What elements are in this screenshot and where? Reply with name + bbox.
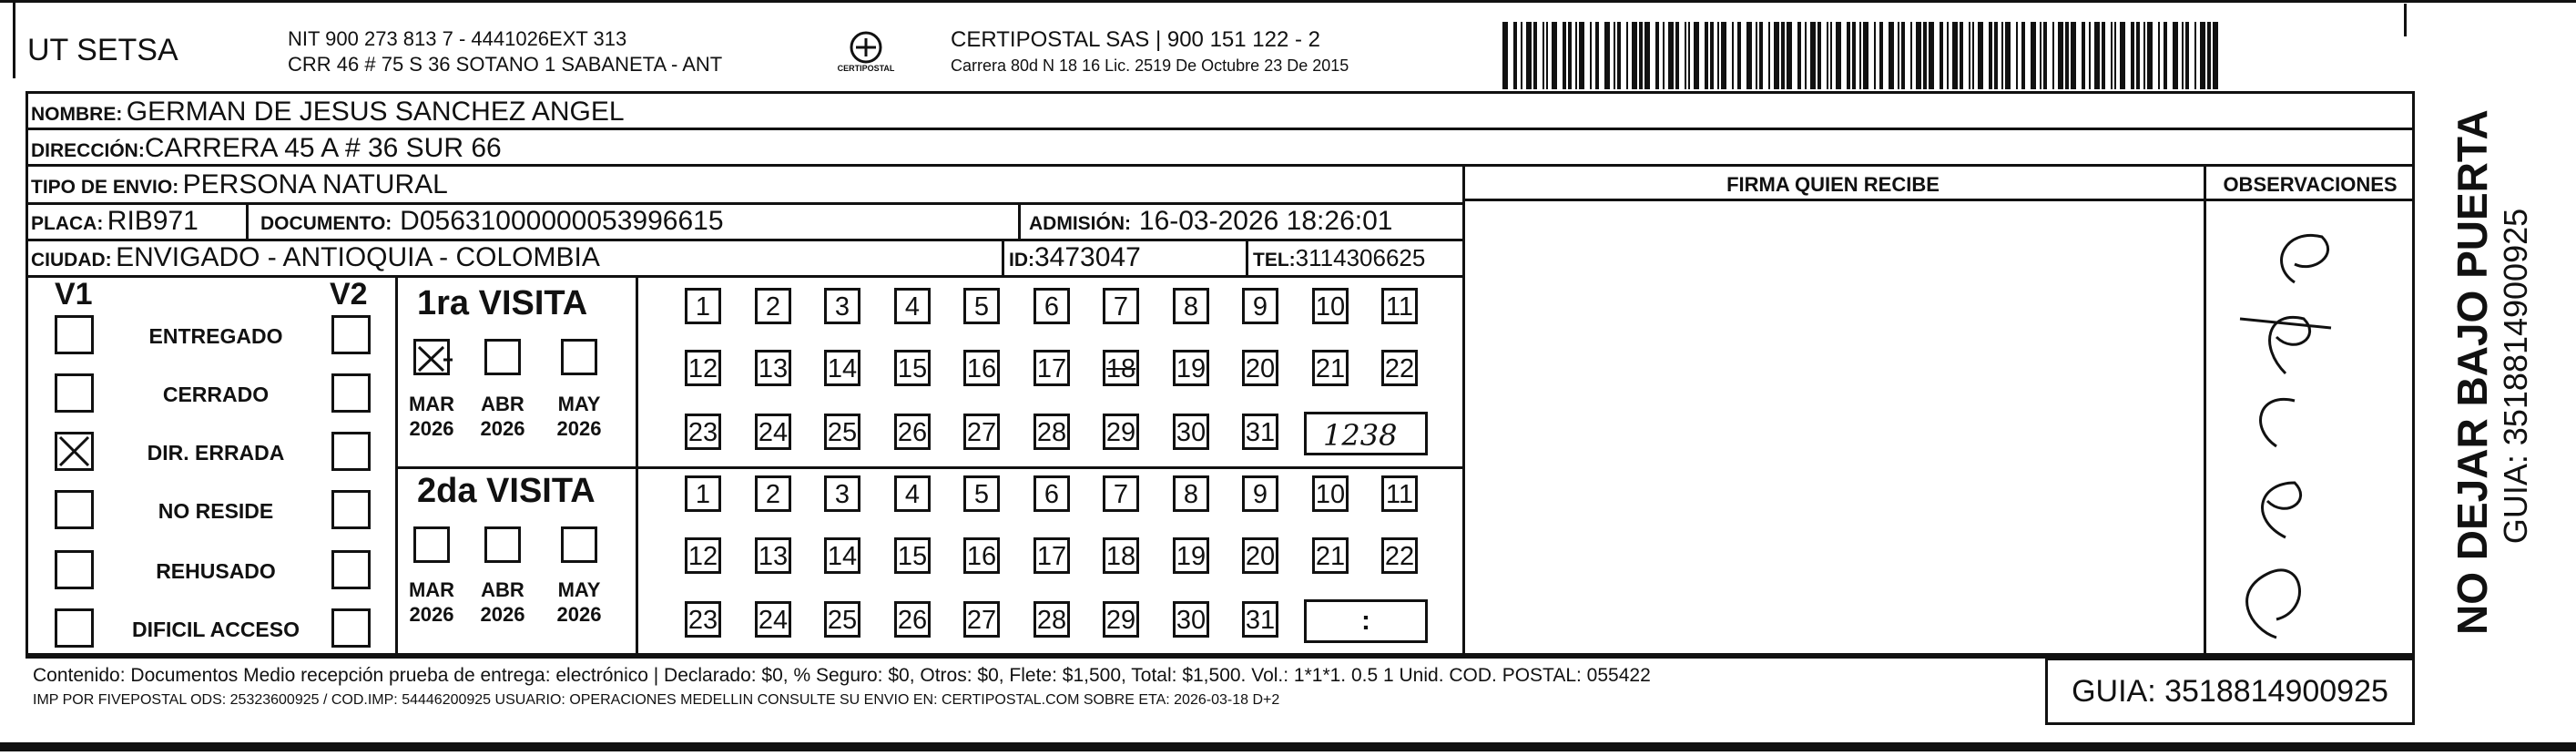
barcode-bar xyxy=(1756,22,1757,89)
day-box[interactable]: 24 xyxy=(755,414,791,450)
address-line: CRR 46 # 75 S 36 SOTANO 1 SABANETA - ANT xyxy=(288,53,723,76)
barcode-bar xyxy=(2016,22,2018,89)
tipo-value: PERSONA NATURAL xyxy=(182,169,448,199)
v1-checkbox[interactable] xyxy=(55,373,94,413)
day-box[interactable]: 19 xyxy=(1173,537,1209,574)
day-box[interactable]: 14 xyxy=(824,350,860,386)
barcode-bar xyxy=(1978,22,1983,89)
barcode-bar xyxy=(2094,22,2100,89)
day-box[interactable]: 8 xyxy=(1173,288,1209,324)
month-label: MAR xyxy=(408,393,455,415)
barcode-bar xyxy=(2194,22,2196,89)
day-box[interactable]: 27 xyxy=(963,414,1000,450)
barcode-bar xyxy=(1732,22,1734,89)
barcode-bar xyxy=(2082,22,2085,89)
day-box[interactable]: 20 xyxy=(1242,350,1278,386)
v1-checkbox[interactable] xyxy=(55,432,94,471)
logo-text: CERTIPOSTAL xyxy=(837,64,895,73)
barcode xyxy=(1502,22,2226,89)
footer-line1: Contenido: Documentos Medio recepción prueba de entrega: electrónico | Declarado: $0, % Seguro: $0, Otros: $0, Flete: $1,500, Total: $1,500. Vol.: 1*1*1. 0.5 1 Unid. COD. POSTAL: 055422 xyxy=(33,665,1651,686)
barcode-bar xyxy=(1940,22,1943,89)
year-label: 2026 xyxy=(556,603,602,626)
carrier-logo xyxy=(834,27,898,78)
signature-icon xyxy=(2213,209,2349,647)
day-box[interactable]: 12 xyxy=(685,537,721,574)
first-visit-time-value: 1238 xyxy=(1323,418,1398,453)
barcode-bar xyxy=(2005,22,2011,89)
day-box[interactable]: 17 xyxy=(1033,350,1070,386)
side-guia-text: GUIA: 3518814900925 xyxy=(2497,208,2534,545)
company-name: UT SETSA xyxy=(27,33,178,67)
barcode-bar xyxy=(2043,22,2047,89)
barcode-bar xyxy=(1717,22,1719,89)
day-box[interactable]: 12 xyxy=(685,350,721,386)
year-label: 2026 xyxy=(409,603,454,626)
barcode-bar xyxy=(1590,22,1592,89)
day-box[interactable]: 10 xyxy=(1312,475,1349,512)
barcode-bar xyxy=(1668,22,1674,89)
day-box[interactable]: 11 xyxy=(1381,288,1418,324)
barcode-bar xyxy=(1737,22,1741,89)
day-box[interactable]: 30 xyxy=(1173,601,1209,638)
day-box[interactable]: 2 xyxy=(755,288,791,324)
barcode-icon xyxy=(1502,22,2226,89)
day-box[interactable]: 30 xyxy=(1173,414,1209,450)
day-box[interactable]: 2 xyxy=(755,475,791,512)
row-line xyxy=(25,128,2415,130)
barcode-bar xyxy=(1552,22,1557,89)
barcode-bar xyxy=(1685,22,1686,89)
tel-value: 3114306625 xyxy=(1295,244,1426,271)
day-box[interactable]: 21 xyxy=(1312,537,1349,574)
day-box[interactable]: 18 xyxy=(1103,537,1139,574)
barcode-bar xyxy=(1889,22,1894,89)
admision-value: 16-03-2026 18:26:01 xyxy=(1138,206,1393,236)
id-label: ID:3473047 xyxy=(1009,242,1141,272)
barcode-bar xyxy=(1972,22,1974,89)
barcode-bar xyxy=(1595,22,1599,89)
month-label: ABR xyxy=(481,578,524,601)
month-label: MAR xyxy=(408,578,455,601)
ciudad-value: ENVIGADO - ANTIOQUIA - COLOMBIA xyxy=(116,242,600,272)
firma-label: FIRMA QUIEN RECIBE xyxy=(1726,173,1940,196)
barcode-bar xyxy=(1969,22,1970,89)
barcode-bar xyxy=(1655,22,1659,89)
barcode-bar xyxy=(1626,22,1628,89)
status-label: ENTREGADO xyxy=(148,324,283,348)
v2-checkbox[interactable] xyxy=(331,550,371,589)
day-box[interactable]: 26 xyxy=(894,414,931,450)
barcode-bar xyxy=(2102,22,2105,89)
carrier-line: CERTIPOSTAL SAS | 900 151 122 - 2 xyxy=(951,27,1320,52)
day-box[interactable]: 19 xyxy=(1173,350,1209,386)
barcode-bar xyxy=(1688,22,1690,89)
barcode-bar xyxy=(1579,22,1584,89)
day-box[interactable]: 1 xyxy=(685,288,721,324)
v2-checkbox[interactable] xyxy=(331,432,371,471)
barcode-bar xyxy=(1830,22,1832,89)
placa-value: RIB971 xyxy=(107,206,199,236)
first-visit-title: 1ra VISITA xyxy=(417,284,588,322)
barcode-bar xyxy=(2164,22,2167,89)
day-box[interactable]: 28 xyxy=(1033,414,1070,450)
year-label: 2026 xyxy=(556,417,602,440)
barcode-bar xyxy=(1575,22,1577,89)
day-box[interactable]: 27 xyxy=(963,601,1000,638)
barcode-bar xyxy=(2052,22,2054,89)
footer-line2: IMP POR FIVEPOSTAL ODS: 25323600925 / COD.IMP: 54446200925 USUARIO: OPERACIONES MEDELLIN CONSULTE SU ENVIO EN: CERTIPOSTAL.COM SOBRE ETA: 2026-03-18 D+2 xyxy=(33,692,1280,708)
top-border xyxy=(0,0,2576,3)
barcode-bar xyxy=(1644,22,1650,89)
barcode-bar xyxy=(2001,22,2003,89)
barcode-bar xyxy=(1910,22,1912,89)
col-line xyxy=(2204,164,2206,656)
row-line xyxy=(1462,199,2415,201)
ciudad-label: CIUDAD: ENVIGADO - ANTIOQUIA - COLOMBIA xyxy=(31,242,600,272)
v2-label: V2 xyxy=(330,277,368,312)
day-box[interactable]: 18 xyxy=(1103,350,1139,386)
signature-scribble xyxy=(2213,209,2349,647)
barcode-bar xyxy=(1859,22,1861,89)
v1-checkbox[interactable] xyxy=(55,550,94,589)
v1-checkbox[interactable] xyxy=(55,315,94,354)
day-box[interactable]: 22 xyxy=(1381,350,1418,386)
right-tick xyxy=(2404,4,2407,36)
row-line xyxy=(395,466,1464,469)
tipo-label: TIPO DE ENVIO: PERSONA NATURAL xyxy=(31,169,448,199)
day-box[interactable]: 31 xyxy=(1242,601,1278,638)
v1-checkbox[interactable] xyxy=(55,490,94,529)
second-visit-time-value: : xyxy=(1361,606,1370,636)
day-box[interactable]: 28 xyxy=(1033,601,1070,638)
v1-label: V1 xyxy=(55,277,93,312)
barcode-bar xyxy=(1994,22,1998,89)
row-line xyxy=(25,164,2415,167)
day-box[interactable]: 25 xyxy=(824,414,860,450)
barcode-bar xyxy=(1874,22,1876,89)
barcode-bar xyxy=(1947,22,1949,89)
status-label: CERRADO xyxy=(162,383,270,406)
day-box[interactable]: 4 xyxy=(894,475,931,512)
barcode-bar xyxy=(1952,22,1958,89)
side-text xyxy=(2422,109,2534,638)
id-value: 3473047 xyxy=(1034,242,1141,272)
barcode-bar xyxy=(1759,22,1763,89)
barcode-bar xyxy=(1787,22,1792,89)
v2-checkbox[interactable] xyxy=(331,373,371,413)
barcode-bar xyxy=(2207,22,2211,89)
month-checkbox[interactable] xyxy=(561,339,597,375)
check-mark-icon xyxy=(57,434,91,468)
barcode-bar xyxy=(2111,22,2113,89)
day-box[interactable]: 8 xyxy=(1173,475,1209,512)
barcode-bar xyxy=(2200,22,2205,89)
day-box[interactable]: 11 xyxy=(1381,475,1418,512)
barcode-bar xyxy=(1721,22,1726,89)
barcode-bar xyxy=(2182,22,2184,89)
barcode-bar xyxy=(1694,22,1699,89)
day-box[interactable]: 29 xyxy=(1103,414,1139,450)
col-line xyxy=(246,202,249,239)
admision-label: ADMISIÓN: 16-03-2026 18:26:01 xyxy=(1029,206,1393,236)
barcode-bar xyxy=(2040,22,2041,89)
barcode-bar xyxy=(2120,22,2125,89)
barcode-bar xyxy=(1533,22,1537,89)
day-box[interactable]: 10 xyxy=(1312,288,1349,324)
barcode-bar xyxy=(1923,22,1927,89)
col-line xyxy=(636,275,638,656)
barcode-bar xyxy=(1774,22,1779,89)
barcode-bar xyxy=(1847,22,1850,89)
month-label: MAY xyxy=(557,393,601,415)
day-box[interactable]: 20 xyxy=(1242,537,1278,574)
barcode-bar xyxy=(1960,22,1963,89)
second-visit-time xyxy=(1304,599,1428,643)
v2-checkbox[interactable] xyxy=(331,490,371,529)
col-line xyxy=(1246,239,1248,275)
status-label: DIFICIL ACCESO xyxy=(131,618,300,641)
day-box[interactable]: 6 xyxy=(1033,475,1070,512)
tel-label: TEL:3114306625 xyxy=(1253,244,1426,271)
barcode-bar xyxy=(1863,22,1868,89)
documento-label: DOCUMENTO: D05631000000053996615 xyxy=(260,206,724,236)
day-box[interactable]: 6 xyxy=(1033,288,1070,324)
license-line: Carrera 80d N 18 16 Lic. 2519 De Octubre 23 De 2015 xyxy=(951,56,1349,75)
barcode-bar xyxy=(1614,22,1615,89)
barcode-bar xyxy=(2065,22,2069,89)
day-box[interactable]: 16 xyxy=(963,537,1000,574)
barcode-bar xyxy=(1543,22,1544,89)
barcode-bar xyxy=(2213,22,2218,89)
day-box[interactable]: 7 xyxy=(1103,475,1139,512)
barcode-bar xyxy=(2071,22,2076,89)
v2-checkbox[interactable] xyxy=(331,608,371,648)
barcode-bar xyxy=(1810,22,1816,89)
day-box[interactable]: 29 xyxy=(1103,601,1139,638)
nombre-label: NOMBRE: GERMAN DE JESUS SANCHEZ ANGEL xyxy=(31,97,625,127)
day-box[interactable]: 13 xyxy=(755,350,791,386)
barcode-bar xyxy=(1898,22,1899,89)
nit-line: NIT 900 273 813 7 - 4441026EXT 313 xyxy=(288,27,627,50)
barcode-bar xyxy=(1827,22,1828,89)
day-box[interactable]: 3 xyxy=(824,288,860,324)
year-label: 2026 xyxy=(480,417,525,440)
guia-box-text: GUIA: 3518814900925 xyxy=(2072,674,2388,709)
barcode-bar xyxy=(1604,22,1610,89)
day-box[interactable]: 1 xyxy=(685,475,721,512)
barcode-bar xyxy=(1563,22,1566,89)
barcode-bar xyxy=(2136,22,2140,89)
barcode-bar xyxy=(1852,22,1856,89)
day-box[interactable]: 25 xyxy=(824,601,860,638)
barcode-bar xyxy=(1768,22,1770,89)
barcode-bar xyxy=(2147,22,2153,89)
barcode-bar xyxy=(2021,22,2025,89)
barcode-bar xyxy=(1639,22,1643,89)
barcode-bar xyxy=(1929,22,1934,89)
barcode-bar xyxy=(1705,22,1708,89)
day-box[interactable]: 26 xyxy=(894,601,931,638)
nombre-value: GERMAN DE JESUS SANCHEZ ANGEL xyxy=(126,97,625,127)
direccion-value: CARRERA 45 A # 36 SUR 66 xyxy=(144,133,502,163)
status-label: DIR. ERRADA xyxy=(147,441,285,465)
placa-label: PLACA: RIB971 xyxy=(31,206,199,236)
barcode-bar xyxy=(1617,22,1621,89)
day-box[interactable]: 7 xyxy=(1103,288,1139,324)
barcode-bar xyxy=(1526,22,1532,89)
day-box[interactable]: 16 xyxy=(963,350,1000,386)
barcode-bar xyxy=(2131,22,2134,89)
col-line xyxy=(1018,202,1021,239)
day-box[interactable]: 23 xyxy=(685,601,721,638)
v1-checkbox[interactable] xyxy=(55,608,94,648)
month-label: ABR xyxy=(481,393,524,415)
month-checkbox[interactable] xyxy=(561,526,597,563)
day-box[interactable]: 9 xyxy=(1242,475,1278,512)
day-box[interactable]: 13 xyxy=(755,537,791,574)
barcode-bar xyxy=(1805,22,1807,89)
barcode-bar xyxy=(1521,22,1522,89)
day-box[interactable]: 21 xyxy=(1312,350,1349,386)
year-label: 2026 xyxy=(480,603,525,626)
barcode-bar xyxy=(2173,22,2178,89)
barcode-bar xyxy=(2158,22,2160,89)
barcode-bar xyxy=(1746,22,1752,89)
day-box[interactable]: 23 xyxy=(685,414,721,450)
barcode-bar xyxy=(1632,22,1637,89)
barcode-bar xyxy=(1663,22,1665,89)
barcode-bar xyxy=(2185,22,2189,89)
direccion-label: DIRECCIÓN:CARRERA 45 A # 36 SUR 66 xyxy=(31,133,502,163)
barcode-bar xyxy=(1879,22,1883,89)
documento-value: D05631000000053996615 xyxy=(400,206,724,236)
col-line xyxy=(395,275,398,656)
barcode-bar xyxy=(1513,22,1517,89)
day-box[interactable]: 15 xyxy=(894,537,931,574)
first-visit-time xyxy=(1304,412,1428,455)
month-checkbox[interactable] xyxy=(484,339,521,375)
second-visit-title: 2da VISITA xyxy=(417,472,596,510)
barcode-bar xyxy=(1817,22,1821,89)
day-box[interactable]: 3 xyxy=(824,475,860,512)
row-line xyxy=(25,275,1464,278)
v2-checkbox[interactable] xyxy=(331,315,371,354)
barcode-bar xyxy=(1675,22,1679,89)
no-dejar-text: NO DEJAR BAJO PUERTA xyxy=(2449,109,2496,635)
barcode-bar xyxy=(2114,22,2116,89)
barcode-bar xyxy=(1836,22,1841,89)
left-border xyxy=(13,0,15,78)
barcode-bar xyxy=(2058,22,2063,89)
barcode-bar xyxy=(1568,22,1572,89)
day-box[interactable]: 17 xyxy=(1033,537,1070,574)
month-label: MAY xyxy=(557,578,601,601)
barcode-bar xyxy=(2089,22,2091,89)
barcode-bar xyxy=(1989,22,1992,89)
row-line xyxy=(25,239,1464,241)
col-line xyxy=(1002,239,1004,275)
check-mark-icon xyxy=(416,342,453,378)
day-box[interactable]: 5 xyxy=(963,288,1000,324)
day-box[interactable]: 31 xyxy=(1242,414,1278,450)
month-checkbox[interactable] xyxy=(484,526,521,563)
day-box[interactable]: 9 xyxy=(1242,288,1278,324)
barcode-bar xyxy=(2031,22,2036,89)
status-label: NO RESIDE xyxy=(158,499,274,523)
day-box[interactable]: 24 xyxy=(755,601,791,638)
status-label: REHUSADO xyxy=(156,559,276,583)
barcode-bar xyxy=(1781,22,1785,89)
barcode-bar xyxy=(1901,22,1905,89)
barcode-bar xyxy=(1916,22,1921,89)
day-box[interactable]: 22 xyxy=(1381,537,1418,574)
year-label: 2026 xyxy=(409,417,454,440)
barcode-bar xyxy=(2143,22,2145,89)
month-checkbox[interactable] xyxy=(413,339,450,375)
observaciones-label: OBSERVACIONES xyxy=(2223,173,2398,196)
barcode-bar xyxy=(1546,22,1548,89)
day-box[interactable]: 15 xyxy=(894,350,931,386)
month-checkbox[interactable] xyxy=(413,526,450,563)
barcode-bar xyxy=(1710,22,1714,89)
barcode-bar xyxy=(1502,22,1508,89)
row-line xyxy=(25,202,1464,205)
bottom-thick-rule xyxy=(0,742,2576,751)
day-box[interactable]: 5 xyxy=(963,475,1000,512)
day-box[interactable]: 4 xyxy=(894,288,931,324)
barcode-bar xyxy=(1797,22,1801,89)
col-line xyxy=(1462,164,1465,656)
day-box[interactable]: 14 xyxy=(824,537,860,574)
